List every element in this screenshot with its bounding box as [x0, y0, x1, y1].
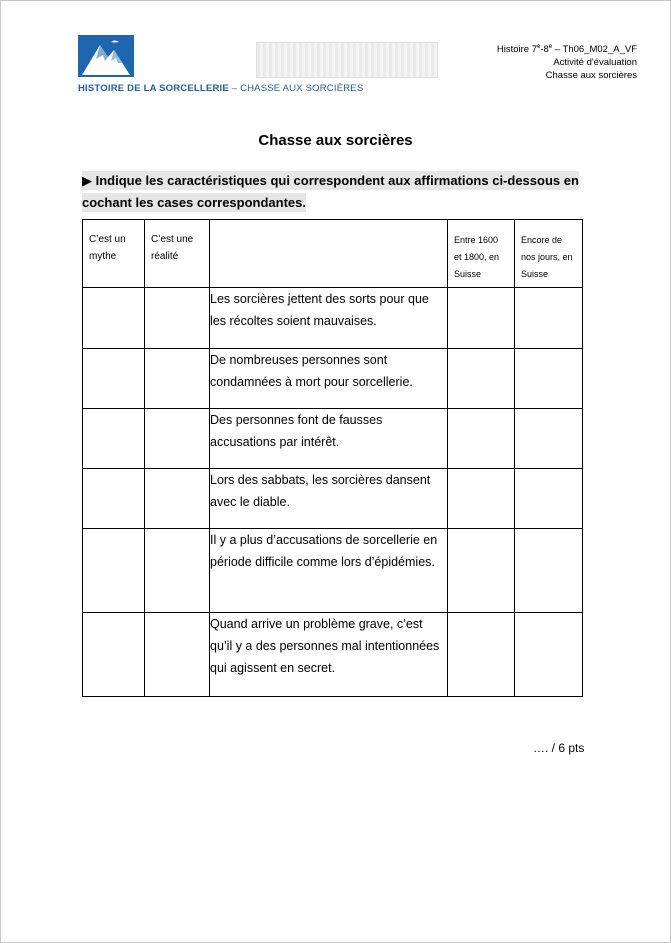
- checkbox-myth[interactable]: [83, 349, 145, 409]
- header-statement: [210, 220, 448, 288]
- meta-course-code: Histoire 7e-8e – Th06_M02_A_VF: [496, 44, 637, 56]
- checkbox-reality[interactable]: [145, 529, 210, 613]
- checkbox-period[interactable]: [448, 288, 515, 349]
- checkbox-today[interactable]: [515, 529, 583, 613]
- brand-title: [78, 83, 363, 94]
- document-meta: [497, 41, 637, 82]
- redacted-area: [256, 42, 438, 78]
- checkbox-period[interactable]: [448, 529, 515, 613]
- checkbox-today[interactable]: [515, 409, 583, 469]
- checkbox-reality[interactable]: [145, 409, 210, 469]
- statement-text: De nombreuses personnes sont condamnées à mort pour sorcellerie.: [210, 349, 448, 409]
- score-points: …. / 6 pts: [533, 741, 585, 755]
- statement-text: Les sorcières jettent des sorts pour que les récoltes soient mauvaises.: [210, 288, 448, 349]
- table-row: [83, 469, 583, 529]
- checkbox-today[interactable]: [515, 613, 583, 697]
- table-row: [83, 613, 583, 697]
- checkbox-reality[interactable]: [145, 288, 210, 349]
- statement-text: Il y a plus d’accusations de sorcellerie en période difficile comme lors d’épidémies.: [210, 529, 448, 613]
- page-title: Chasse aux sorcières: [258, 132, 413, 149]
- checkbox-reality[interactable]: [145, 469, 210, 529]
- table-row: [83, 349, 583, 409]
- evaluation-table: [82, 219, 583, 697]
- checkbox-myth[interactable]: [83, 409, 145, 469]
- table-row: [83, 288, 583, 349]
- table-header-row: [83, 220, 583, 288]
- checkbox-period[interactable]: [448, 349, 515, 409]
- brand-separator: –: [231, 83, 238, 94]
- meta-activity: Activité d'évaluation: [553, 57, 637, 69]
- brand-main: HISTOIRE DE LA SORCELLERIE: [78, 83, 229, 94]
- checkbox-reality[interactable]: [145, 613, 210, 697]
- statement-text: Quand arrive un problème grave, c’est qu’il y a des personnes mal intentionnées qui agissent en secret.: [210, 613, 448, 697]
- statement-text: Lors des sabbats, les sorcières dansent avec le diable.: [210, 469, 448, 529]
- checkbox-myth[interactable]: [83, 529, 145, 613]
- table-row: [83, 409, 583, 469]
- checkbox-period[interactable]: [448, 613, 515, 697]
- checkbox-reality[interactable]: [145, 349, 210, 409]
- brand-subtitle: CHASSE AUX SORCIÈRES: [240, 83, 364, 94]
- checkbox-myth[interactable]: [83, 613, 145, 697]
- checkbox-today[interactable]: [515, 469, 583, 529]
- table-row: [83, 529, 583, 613]
- logo-mountain-icon: [78, 35, 134, 77]
- checkbox-today[interactable]: [515, 288, 583, 349]
- statement-text: Des personnes font de fausses accusations par intérêt.: [210, 409, 448, 469]
- instruction: [82, 170, 582, 214]
- meta-topic: Chasse aux sorcières: [545, 70, 637, 82]
- checkbox-period[interactable]: [448, 469, 515, 529]
- checkbox-myth[interactable]: [83, 469, 145, 529]
- checkbox-period[interactable]: [448, 409, 515, 469]
- header-today: Encore de nos jours, en Suisse: [515, 220, 583, 288]
- header-period: Entre 1600 et 1800, en Suisse: [448, 220, 515, 288]
- checkbox-myth[interactable]: [83, 288, 145, 349]
- header-reality: C’est une réalité: [145, 220, 210, 288]
- checkbox-today[interactable]: [515, 349, 583, 409]
- instruction-text: ▶ Indique les caractéristiques qui correspondent aux affirmations ci-dessous en cochant les cases correspondantes.: [82, 173, 579, 210]
- header-myth: C’est un mythe: [83, 220, 145, 288]
